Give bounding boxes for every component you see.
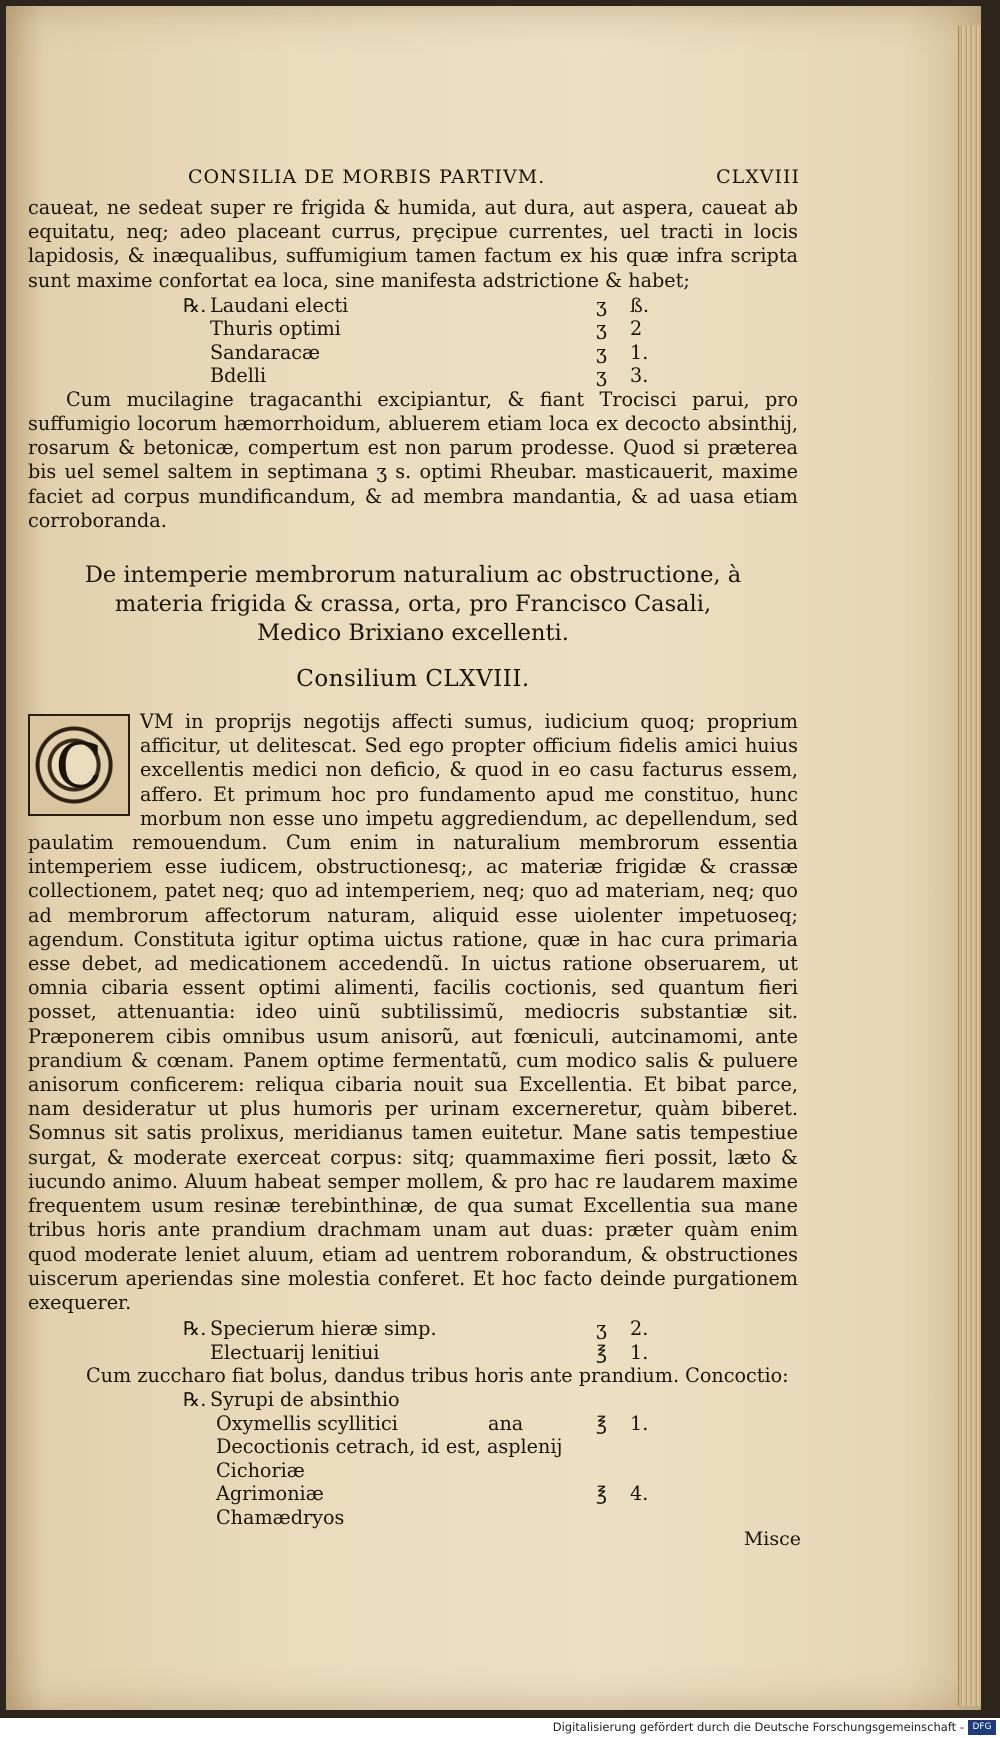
recipe-line xyxy=(28,1341,798,1365)
catchword: Misce xyxy=(743,1527,801,1550)
recipe-line xyxy=(28,1435,798,1459)
unit-mark: ʒ xyxy=(596,340,607,364)
quantity: 2. xyxy=(630,1317,649,1341)
paragraph-3: VM in proprijs negotijs affecti sumus, iudicium quoq; proprium afficitur, ut delitescat. Sed ego propter officium fidelis amici huius excellentis medici non deficio, & quod in eo casu facturus essem, affero. Et primum hoc pro fundamento apud me constituo, hunc morbum non esse uno impetu aggrediendum, ac depellendum, sed paulatim remouendum. Cum enim in naturalium membrorum essentia intemperiem esse iudicem, obstructionesq;, ac materiæ frigidæ & crassæ collectionem, patet neq; quo ad intemperiem, neq; quo ad materiam, neq; quo ad membrorum affectorum naturam, aliquid esse uiolenter impetuoseq; agendum. Constituta igitur optima uictus ratione, quæ in hac cura primaria esse debet, ad medicationem accedendũ. In uictus ratione obseruarem, ut omnia cibaria essent optimi alimenti, facilis coctionis, sed quantum fieri posset, attenuantia: ideo uinũ subtilissimũ, mediocris substantiæ sit. Præponerem cibis omnibus usum anisorũ, aut fœniculi, autcinamomi, ante prandium & cœnam. Panem optime fermentatũ, cum modico salis & puluere anisorum conficerem: reliqua cibaria nouit sua Excellentia. Et bibat parce, nam desideratur ut plus humoris per urinam excerneretur, quàm biberet. Somnus sit satis prolixus, meridianus tamen euitetur. Mane satis tempestiue surgat, & moderate exerceat corpus: sitq; quammaxime fieri possit, læto & iucundo animo. Aluum habeat semper mollem, & pro hac re laudarem maxime frequentem usum resinæ terebinthinæ, de qua sumat Excellentia sua mane tribus horis ante prandium drachmam unam aut duas: præter quàm enim quod moderate leniet aluum, etiam ad uentrem roborandum, & obstructiones uiscerum aperiendas sine molestia conferet. Et hoc facto deinde purgationem exequerer. xyxy=(28,710,798,1314)
paragraph-4: Cum zuccharo fiat bolus, dandus tribus horis ante prandium. Concoctio: xyxy=(86,1364,789,1388)
footer-bar xyxy=(0,1718,1000,1738)
section-heading xyxy=(28,561,798,648)
section-heading-line: materia frigida & crassa, orta, pro Francisco Casali, xyxy=(114,591,712,618)
ingredient-name: Sandaracæ xyxy=(210,340,321,364)
ingredient-name: Cichoriæ xyxy=(216,1458,305,1482)
ana-mark: ana xyxy=(488,1411,524,1435)
unit-mark: ʒ xyxy=(596,1317,607,1341)
unit-mark: ʒ xyxy=(596,317,607,341)
consilium-title: Consilium CLXVIII. xyxy=(296,666,530,693)
recipe-line xyxy=(28,1482,798,1506)
recipe-line xyxy=(28,294,798,318)
section-heading-line: Medico Brixiano excellenti. xyxy=(257,620,569,647)
folio-number: CLXVIII xyxy=(716,166,800,188)
ingredient-name: Syrupi de absinthio xyxy=(210,1388,400,1412)
recipe-line xyxy=(28,1505,801,1550)
recipe-symbol: ℞. xyxy=(183,1317,207,1341)
unit-mark: ʒ xyxy=(596,293,607,317)
recipe-3 xyxy=(28,1388,801,1550)
unit-mark: ℥ xyxy=(596,1411,608,1435)
recipe-2 xyxy=(28,1317,798,1364)
recipe-line xyxy=(28,1388,798,1412)
unit-mark: ʒ xyxy=(596,364,607,388)
quantity: 1. xyxy=(630,1411,649,1435)
section-heading-line: De intemperie membrorum naturalium ac obstructione, à xyxy=(84,562,742,589)
ingredient-name: Electuarij lenitiui xyxy=(210,1340,380,1364)
quantity: 3. xyxy=(630,364,649,388)
recipe-line xyxy=(28,317,798,341)
decorated-initial-icon: C xyxy=(28,714,130,816)
dfg-logo-icon: DFG xyxy=(968,1720,996,1735)
quantity: 2 xyxy=(630,317,643,341)
unit-mark: ℥ xyxy=(596,1482,608,1506)
recipe-line xyxy=(28,1412,798,1436)
recipe-line xyxy=(28,1459,798,1483)
recipe-1 xyxy=(28,294,798,388)
running-title: CONSILIA DE MORBIS PARTIVM. xyxy=(188,166,546,188)
text-block xyxy=(28,166,801,1550)
paragraph-2: Cum mucilagine tragacanthi excipiantur, & fiant Trocisci parui, pro suffumigio locorum hæmorrhoidum, abluerem etiam loca ex decocto absinthij, rosarum & betonicæ, compertum est non parum prodesse. Quod si præterea bis uel semel saltem in septimana ʒ s. optimi Rheubar. masticauerit, maxime faciet ad corpus mundificandum, & ad membra mandantia, & ad uasa etiam corroboranda. xyxy=(28,387,798,532)
page-edges xyxy=(958,26,981,1706)
paragraph-1: caueat, ne sedeat super re frigida & humida, aut dura, aut aspera, caueat ab equitatu, neq; adeo placeant currus, prȩcipue currentes, uel tracti in locis lapidosis, & inæqualibus, suffumigium tamen factum ex his quæ infra scripta sunt maxime confortat ea loca, sine manifesta adstrictione & habet; xyxy=(28,196,798,292)
ingredient-name: Bdelli xyxy=(210,364,267,388)
running-header xyxy=(28,166,798,196)
main-paragraph xyxy=(28,710,798,1315)
recipe-line xyxy=(28,1317,798,1341)
ingredient-name: Laudani electi xyxy=(210,293,349,317)
funding-credit: Digitalisierung gefördert durch die Deutsche Forschungsgemeinschaft - xyxy=(552,1720,964,1734)
quantity: 1. xyxy=(630,340,649,364)
recipe-line xyxy=(28,341,798,365)
quantity: ß. xyxy=(630,293,649,317)
ingredient-name: Chamædryos xyxy=(216,1505,345,1529)
ingredient-name: Oxymellis scyllitici xyxy=(216,1411,398,1435)
recipe-line xyxy=(28,364,798,388)
quantity: 4. xyxy=(630,1482,649,1506)
ingredient-name: Specierum hieræ simp. xyxy=(210,1317,437,1341)
recipe-symbol: ℞. xyxy=(183,1388,207,1412)
recipe-symbol: ℞. xyxy=(183,293,207,317)
ingredient-name: Decoctionis cetrach, id est, asplenij xyxy=(216,1435,563,1459)
book-page xyxy=(6,6,981,1710)
unit-mark: ℥ xyxy=(596,1340,608,1364)
ingredient-name: Agrimoniæ xyxy=(216,1482,324,1506)
quantity: 1. xyxy=(630,1340,649,1364)
ingredient-name: Thuris optimi xyxy=(210,317,341,341)
